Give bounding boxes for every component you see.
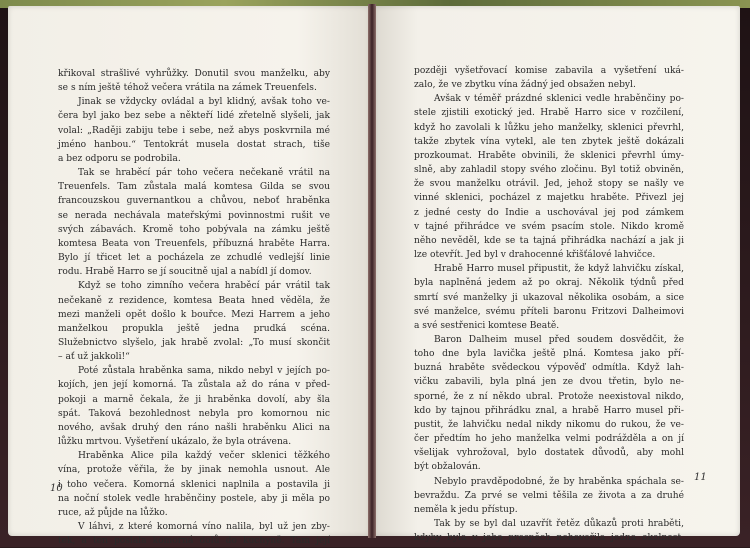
text-line: a bez odporu se podrobila. bbox=[58, 153, 181, 164]
text-line: komtesa Beata von Treuenfels, příbuzná hraběte Harra. bbox=[58, 238, 330, 249]
text-line: kojích, jen její komorná. Ta zůstala až do rána v před- bbox=[58, 380, 330, 391]
text-line: vinné sklenici, pocházel z majetku hraběte. Přivezl jej bbox=[414, 193, 684, 204]
text-line: – ať už jakkoli!“ bbox=[58, 352, 130, 363]
text-line: Poté zůstala hraběnka sama, nikdo nebyl v jejích po- bbox=[78, 366, 330, 377]
text-line: Když se toho zimního večera hraběcí pár vrátil tak bbox=[78, 281, 330, 292]
text-line: později vyšetřovací komise zabavila a vyšetření uká- bbox=[414, 66, 684, 76]
text-line: lze otevřít. Jed byl v drahocenné křišťálové lahvičce. bbox=[414, 250, 656, 261]
right-page-text bbox=[414, 64, 684, 545]
text-line: jméno hanbou.“ Tentokrát musela dostat strach, tiše bbox=[58, 139, 330, 150]
text-line: křikoval strašlivé vyhrůžky. Donutil svou manželku, aby bbox=[58, 69, 330, 79]
text-line: stele zjistili exotický jed. Hrabě Harro sice v rozčilení, bbox=[414, 108, 684, 119]
text-line: nového, avšak druhý den ráno našli hraběnku Alici na bbox=[58, 422, 330, 433]
text-line: Hraběnka Alice pila každý večer sklenici těžkého bbox=[78, 451, 330, 462]
text-line: něho nevěděl, kde se ta tajná přihrádka nachází a jak ji bbox=[414, 235, 684, 246]
left-page-number: 10 bbox=[50, 483, 63, 494]
text-line: všelijak vyhrožoval, bylo dostatek důvodů, aby mohl bbox=[414, 448, 684, 459]
text-line: slně, aby zahladil stopy svého zločinu. Byl totiž obviněn, bbox=[414, 165, 684, 176]
text-line: i toho večera. Komorná sklenici naplnila a postavila ji bbox=[58, 479, 330, 490]
text-line: sporné, že z ní někdo ubral. Protože neexistoval nikdo, bbox=[414, 391, 684, 402]
text-line: ruce, až půjde na lůžko. bbox=[58, 507, 168, 518]
text-line: manželkou propukla ještě jedna prudká scéna. bbox=[58, 323, 330, 334]
text-line: své manželce, svému příteli baronu Fritzovi Dalheimovi bbox=[414, 306, 684, 317]
text-line: být obžalován. bbox=[414, 462, 481, 473]
text-line: z jedné cesty do Indie a uschovával jej pod zámkem bbox=[414, 207, 684, 218]
text-line: čer předtím ho jeho manželka velmi podrážděla a on jí bbox=[414, 434, 684, 445]
text-line: Nebylo pravděpodobné, že by hraběnka spáchala se- bbox=[434, 476, 684, 487]
text-line: když ho zavolali k lůžku jeho manželky, sklenici převrhl, bbox=[414, 122, 684, 133]
text-line: volal: „Raději zabiju tebe i sebe, než abys poskvrnila mé bbox=[58, 125, 330, 136]
text-line: že svou manželku otrávil. Jed, jehož stopy se našly ve bbox=[414, 179, 684, 190]
text-line: kdyby byla v jeho prospěch nehovořila jedna okolnost. bbox=[414, 533, 684, 544]
text-line: vičku zabavili, byla plná jen ze dvou třetin, bylo ne- bbox=[414, 377, 684, 388]
text-line: neměla k jedu přístup. bbox=[414, 504, 518, 515]
text-line: čera byl jako bez sebe a někteří lidé zřetelně slyšeli, jak bbox=[58, 111, 330, 122]
text-line: pokoji a marně čekala, že ji hraběnka dovolí, aby šla bbox=[58, 394, 330, 405]
text-line: bevraždu. Za prvé se velmi těšila ze života a za druhé bbox=[414, 490, 684, 501]
text-line: zalo, že ve zbytku vína žádný jed obsažen nebyl. bbox=[414, 80, 636, 91]
text-line: toho dne byla lavička ještě plná. Komtesa jako pří- bbox=[414, 349, 684, 360]
text-line: svých zábavách. Kromě toho pobývala na zámku ještě bbox=[58, 224, 330, 235]
text-line: rodu. Hrabě Harro se jí soucitně ujal a nabídl jí domov. bbox=[58, 267, 312, 278]
text-line: Bylo jí třicet let a pocházela ze zchudlé vedlejší linie bbox=[58, 253, 330, 264]
text-line: vína, protože věřila, že by jinak nemohla usnout. Ale bbox=[58, 465, 330, 476]
text-line: mezi manželi opět došlo k bouřce. Mezi Harrem a jeho bbox=[58, 309, 330, 320]
text-line: Jinak se vždycky ovládal a byl klidný, avšak toho ve- bbox=[78, 97, 330, 108]
text-line: na noční stolek vedle hraběnčiny postele, aby ji měla po bbox=[58, 493, 330, 504]
text-line: nečekaně z rezidence, komtesa Beata hned věděla, že bbox=[58, 295, 330, 306]
text-line: Avšak v téměř prázdné sklenici vedle hraběnčiny po- bbox=[434, 94, 684, 105]
text-line: V láhvi, z které komorná víno nalila, byl už jen zby- bbox=[78, 522, 330, 532]
text-line: pustit, že lahvičku nedal nikdy nikomu do rukou, že ve- bbox=[414, 419, 684, 430]
text-line: Tak se hraběcí pár toho večera nečekaně vrátil na bbox=[78, 168, 330, 179]
text-line: prozkoumat. Hraběte obvinili, že sklenici převrhl úmy- bbox=[414, 150, 684, 161]
right-page-number: 11 bbox=[694, 472, 707, 483]
left-page-text bbox=[58, 67, 330, 548]
text-line: francouzskou guvernantkou a chůvou, neboť hraběnka bbox=[58, 196, 330, 207]
text-line: Služebnictvo slyšelo, jak hrabě zvolal: „To musí skončit bbox=[58, 337, 330, 348]
text-line: byla naplněná jedem až po okraj. Několik týdnů před bbox=[414, 278, 684, 289]
text-line: tek, a ten poslala komorná dolů do kuchyně. Tam její bbox=[58, 536, 330, 547]
text-line: Hrabě Harro musel připustit, že když lahvičku získal, bbox=[434, 264, 684, 275]
text-line: Tak by se byl dal uzavřít řetěz důkazů proti hraběti, bbox=[434, 519, 684, 529]
text-line: kdo by tajnou přihrádku znal, a hrabě Harro musel při- bbox=[414, 405, 684, 416]
text-line: se nerada nechávala mateřskými povinnostmi rušit ve bbox=[58, 210, 330, 221]
text-line: Treuenfels. Tam zůstala malá komtesa Gilda se svou bbox=[58, 182, 330, 193]
text-line: smrtí své manželky ji ukazoval několika osobám, a sice bbox=[414, 292, 684, 303]
text-line: se s ním ještě téhož večera vrátila na zámek Treuenfels. bbox=[58, 83, 317, 94]
text-line: a své sestřenici komtese Beatě. bbox=[414, 320, 560, 331]
text-line: buzná hraběte svědeckou výpověď odmítla. Když lah- bbox=[414, 363, 684, 374]
text-line: v tajné přihrádce ve svém psacím stole. Nikdo kromě bbox=[414, 221, 684, 232]
text-line: Baron Dalheim musel před soudem dosvědčit, že bbox=[434, 334, 684, 345]
text-line: lůžku mrtvou. Vyšetření ukázalo, že byla otrávena. bbox=[58, 437, 292, 448]
text-line: spát. Taková bezohlednost nebyla pro komornou nic bbox=[58, 408, 330, 419]
book-gutter bbox=[368, 4, 376, 538]
text-line: takže zbytek vína vytekl, ale ten zbytek ještě dokázali bbox=[414, 136, 684, 147]
